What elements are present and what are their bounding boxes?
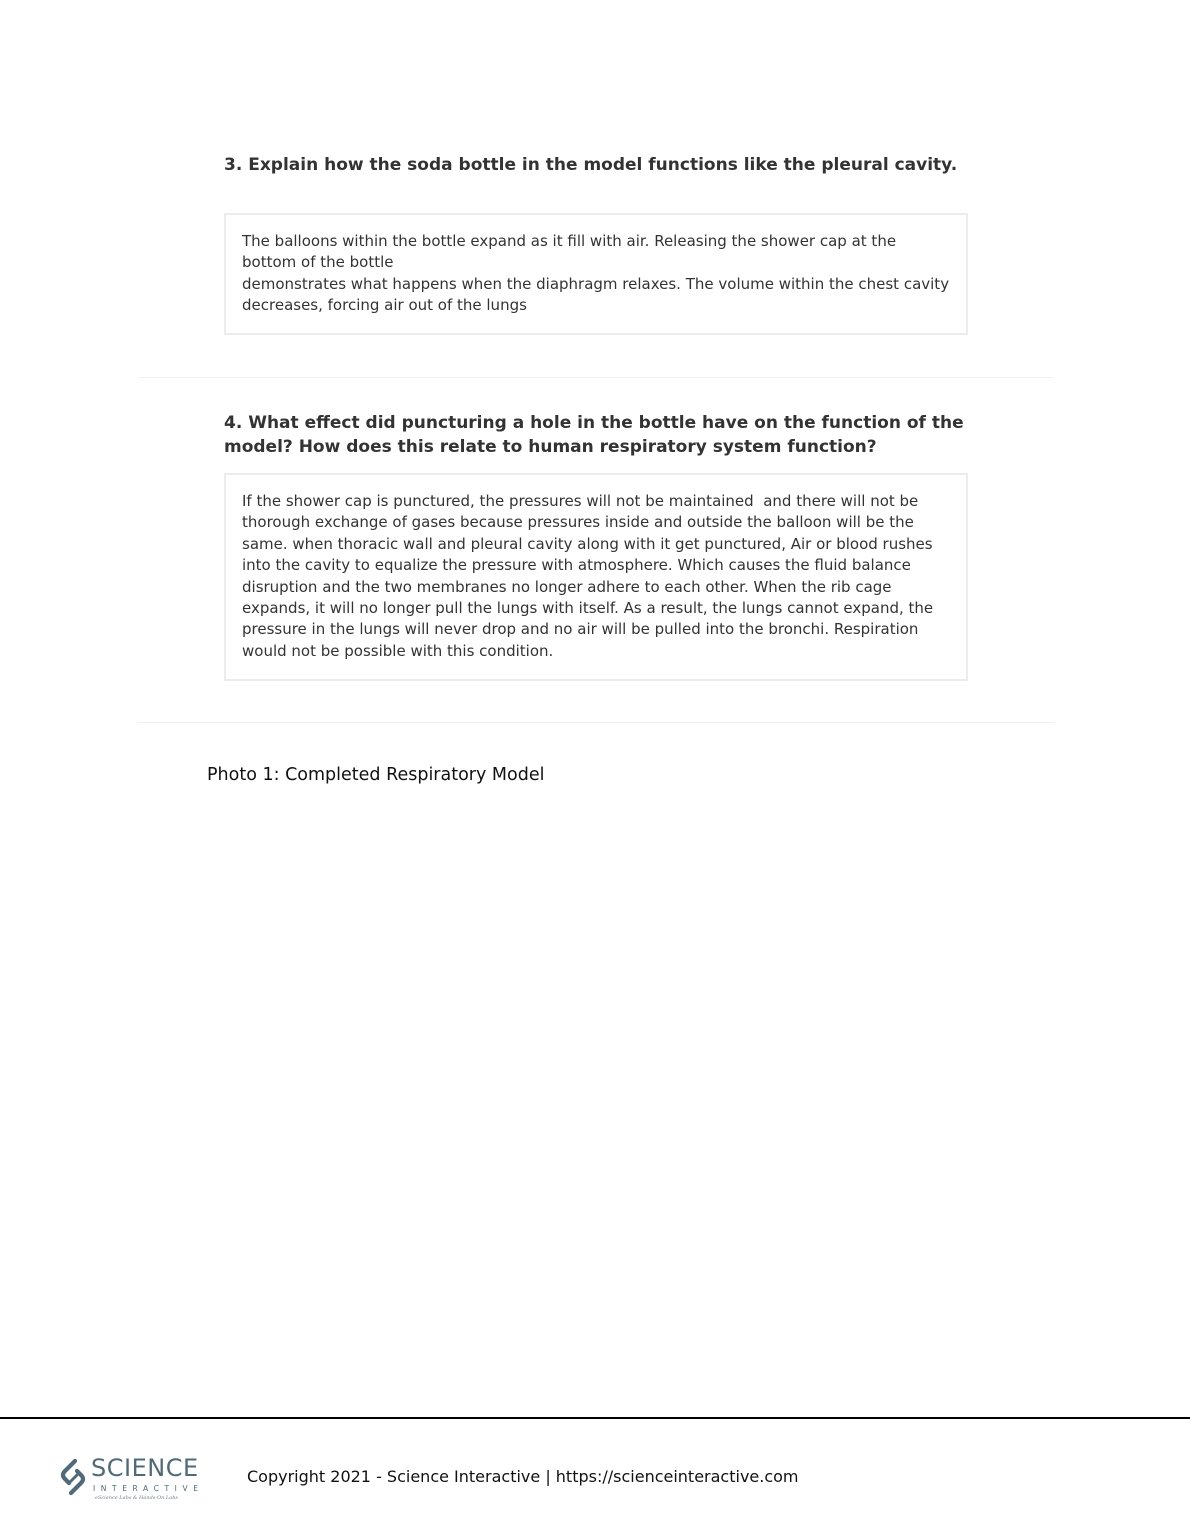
question-4-heading: 4. What effect did puncturing a hole in the bottle have on the function of the model? How does this relate to human respiratory system function? bbox=[224, 413, 964, 457]
footer-rule bbox=[0, 1417, 1190, 1419]
question-3-answer-box[interactable] bbox=[224, 213, 968, 335]
question-3-heading: 3. Explain how the soda bottle in the model functions like the pleural cavity. bbox=[224, 155, 958, 175]
answer-3-line-1: The balloons within the bottle expand as it fill with air. Releasing the shower cap at the bottom of the bottle bbox=[242, 232, 901, 272]
section-divider bbox=[138, 377, 1054, 378]
section-divider bbox=[138, 722, 1054, 723]
answer-4-text: If the shower cap is punctured, the pressures will not be maintained and there will not be thorough exchange of gases because pressures inside and outside the balloon will be the same. when thoracic wall and pleural cavity along with it get punctured, Air or blood rushes into the cavity to equalize the pressure with atmosphere. Which causes the fluid balance disruption and the two membranes no longer adhere to each other. When the rib cage expands, it will no longer pull the lungs with itself. As a result, the lungs cannot expand, the pressure in the lungs will never drop and no air will be pulled into the bronchi. Respiration would not be possible with this condition. bbox=[242, 492, 938, 660]
logo-mark-icon bbox=[58, 1458, 88, 1496]
question-4-answer-box[interactable] bbox=[224, 473, 968, 681]
photo-caption: Photo 1: Completed Respiratory Model bbox=[207, 765, 545, 785]
science-interactive-logo bbox=[58, 1456, 208, 1502]
logo-wordmark: SCIENCE bbox=[91, 1454, 199, 1482]
copyright-notice: Copyright 2021 - Science Interactive | https://scienceinteractive.com bbox=[247, 1467, 799, 1486]
answer-3-line-2: demonstrates what happens when the diaphragm relaxes. The volume within the chest cavity decreases, forcing air out of the lungs bbox=[242, 274, 954, 315]
logo-tagline: eScience Labs & Hands-On Labs bbox=[95, 1495, 179, 1501]
logo-subtitle: INTERACTIVE bbox=[93, 1484, 204, 1493]
